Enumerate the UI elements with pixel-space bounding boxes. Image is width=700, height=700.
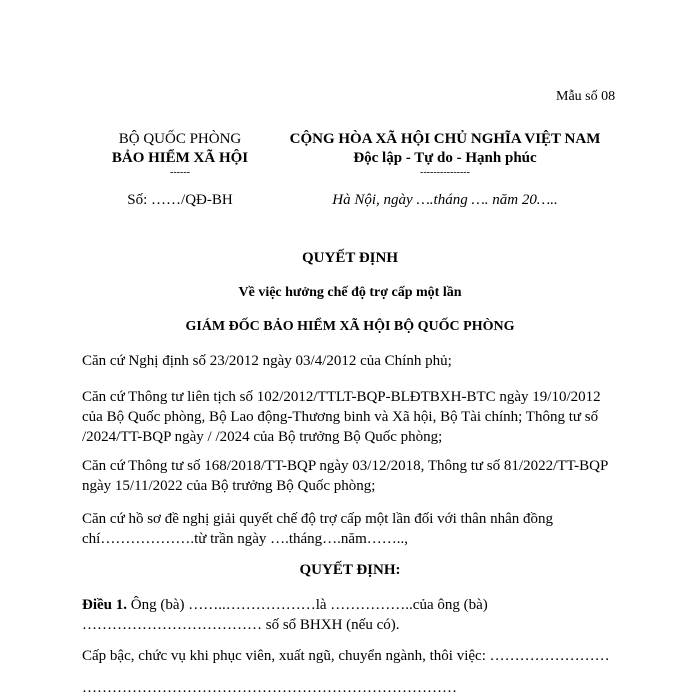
country-name: CỘNG HÒA XÃ HỘI CHỦ NGHĨA VIỆT NAM [289,131,601,147]
form-number: Mẫu số 08 [556,89,616,104]
decision-subject: Về việc hưởng chế độ trợ cấp một lần [238,285,462,300]
header-left-rule: ------ [170,167,190,178]
legal-basis-3: Căn cứ Thông tư số 168/2018/TT-BQP ngày 03/12/2018, Thông tư số 81/2022/TT-BQP ngày 15/11/2022 của Bộ trưởng Bộ Quốc phòng; [82,458,608,494]
article-1 [82,595,622,635]
dotted-fill-line: ………………………………………………………………… [82,680,457,696]
rank-position-line: Cấp bậc, chức vụ khi phục viên, xuất ngũ, chuyển ngành, thôi việc: …………………… [82,648,610,664]
article-1-label: Điều 1. [82,597,127,613]
header-right [270,129,620,210]
place-date: Hà Nội, ngày ….tháng …. năm 20….. [332,192,558,208]
article-1-text: Ông (bà) ……..………………là ……………..của ông (bà) ……………………………… số sổ BHXH (nếu có). [82,597,488,633]
header-left [90,129,270,210]
agency-name: BẢO HIỂM XÃ HỘI [111,150,249,166]
decision-heading: QUYẾT ĐỊNH: [299,562,401,578]
ministry-name: BỘ QUỐC PHÒNG [118,131,242,147]
header-right-rule: --------------- [420,167,470,178]
decision-title: QUYẾT ĐỊNH [302,250,398,266]
document-number: Số: ……/QĐ-BH [127,192,233,208]
legal-basis-2: Căn cứ Thông tư liên tịch số 102/2012/TTLT-BQP-BLĐTBXH-BTC ngày 19/10/2012 của Bộ Quốc phòng, Bộ Lao động-Thương binh và Xã hội, Bộ Tài chính; Thông tư số /2024/TT-BQP ngày / /2024 của Bộ trưởng Bộ Quốc phòng; [82,389,601,445]
legal-basis-1: Căn cứ Nghị định số 23/2012 ngày 03/4/2012 của Chính phủ; [82,353,452,369]
national-motto: Độc lập - Tự do - Hạnh phúc [353,150,537,166]
issuer-title: GIÁM ĐỐC BẢO HIỂM XÃ HỘI BỘ QUỐC PHÒNG [185,319,515,334]
legal-basis-4: Căn cứ hồ sơ đề nghị giải quyết chế độ trợ cấp một lần đối với thân nhân đồng chí……………….từ trần ngày ….tháng….năm…….., [82,511,553,547]
